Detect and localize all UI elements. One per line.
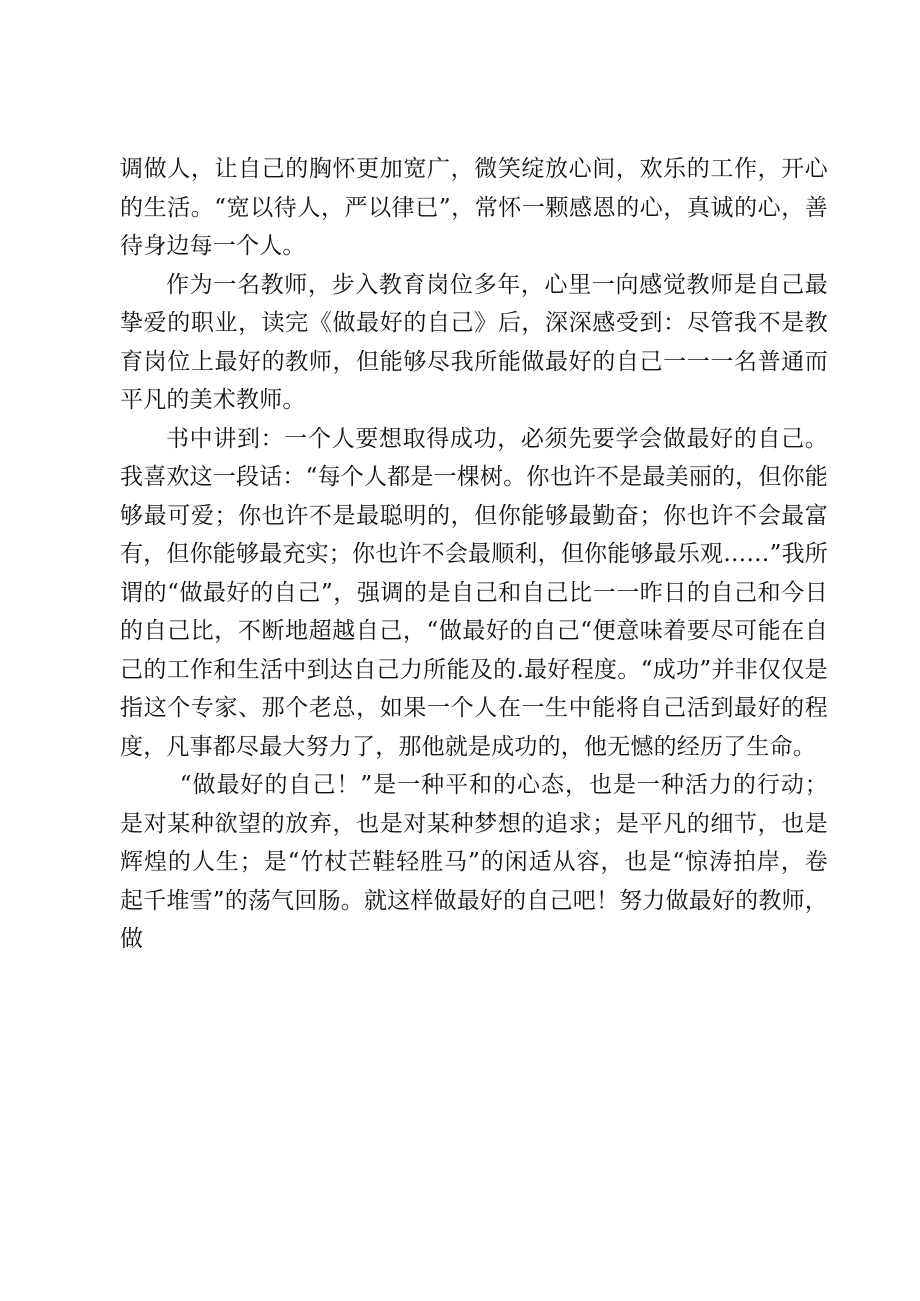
paragraph-1: 调做人，让自己的胸怀更加宽广，微笑绽放心间，欢乐的工作，开心的生活。“宽以待人，严以律已”，常怀一颗感恩的心，真诚的心，善待身边每一个人。 [120,156,828,259]
paragraph-2: 作为一名教师，步入教育岗位多年，心里一向感觉教师是自己最挚爱的职业，读完《做最好的自己》后，深深感受到：尽管我不是教育岗位上最好的教师，但能够尽我所能做最好的自己一一一名普通而平凡的美术教师。 [120,271,828,413]
document-page [120,150,828,959]
paragraph-4: “做最好的自己！”是一种平和的心态，也是一种活力的行动；是对某种欲望的放弃，也是对某种梦想的追求；是平凡的细节，也是辉煌的人生；是“竹杖芒鞋轻胜马”的闲适从容，也是“惊涛拍岸，卷起千堆雪”的荡气回肠。就这样做最好的自己吧！努力做最好的教师，做 [120,772,828,952]
paragraph-3: 书中讲到：一个人要想取得成功，必须先要学会做最好的自己。我喜欢这一段话：“每个人都是一棵树。你也许不是最美丽的，但你能够最可爱；你也许不是最聪明的，但你能够最勤奋；你也许不会最富有，但你能够最充实；你也许不会最顺利，但你能够最乐观……”我所谓的“做最好的自己”，强调的是自己和自己比一一昨日的自己和今日的自己比，不断地超越自己，“做最好的自己“便意味着要尽可能在自己的工作和生活中到达自己力所能及的.最好程度。“成功”并非仅仅是指这个专家、那个老总，如果一个人在一生中能将自己活到最好的程度，凡事都尽最大努力了，那他就是成功的，他无憾的经历了生命。 [120,425,828,760]
